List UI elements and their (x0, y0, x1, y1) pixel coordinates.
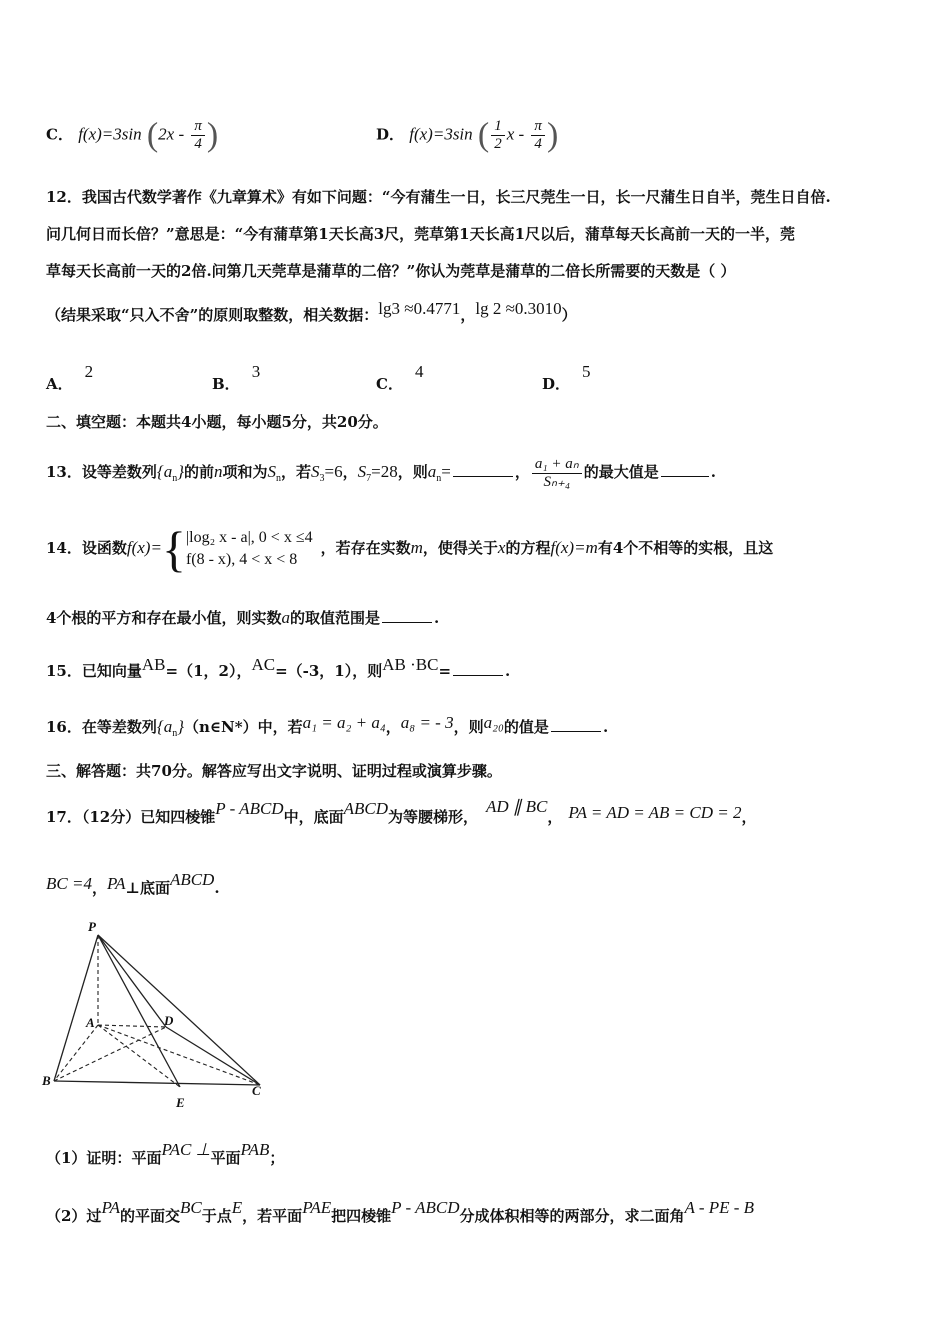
fraction (491, 118, 505, 153)
q12-line4 (46, 299, 577, 325)
text: ； (269, 1149, 285, 1167)
formula: PA (101, 1198, 121, 1217)
formula: BC (180, 1198, 202, 1217)
q12-option-b (212, 362, 260, 394)
paren: ( (146, 116, 159, 154)
formula: PAC ⊥ (161, 1140, 211, 1159)
text: 把四棱锥 (331, 1207, 392, 1225)
subscript: n (172, 728, 178, 739)
formula: a (281, 608, 290, 627)
text: 16．在等差数列 (46, 718, 157, 736)
numerator: π (191, 118, 205, 136)
option-label: D． (542, 375, 571, 393)
formula: PAE (302, 1198, 332, 1217)
vertex-label-P: P (88, 919, 96, 934)
formula: a (163, 717, 173, 736)
formula: PA (106, 874, 126, 893)
formula: f(x)=m (550, 538, 598, 557)
q14-line1 (46, 520, 773, 576)
q15 (46, 655, 510, 681)
text: 的方程 (505, 539, 551, 557)
text: . (602, 718, 609, 736)
formula: E (231, 1198, 243, 1217)
fraction (191, 118, 205, 153)
text: ， (741, 808, 757, 826)
text: . (505, 662, 511, 680)
edge-DC (166, 1027, 260, 1085)
formula: 2x - (158, 124, 185, 144)
text: 15．已知向量 (46, 662, 142, 680)
option-value: 2 (84, 362, 94, 381)
formula: ABCD (169, 870, 215, 889)
text: . (710, 463, 716, 481)
edge-PC (98, 935, 260, 1085)
option-value: 4 (414, 362, 424, 381)
option-label: D． (376, 125, 405, 144)
q12-line2: 问几何日而长倍？”意思是：“今有蒲草第1天长高3尺，莞草第1天长高1尺以后，蒲草每天长高前一天的一半，莞 (46, 225, 796, 243)
text: 13．设等差数列 (46, 463, 157, 481)
text: ， (514, 463, 530, 481)
vector: AB (141, 655, 166, 674)
edge-AE (98, 1025, 180, 1087)
text: ，若存在实数 (320, 539, 411, 557)
text: 14．设函数 (46, 539, 127, 557)
formula: ABCD (343, 799, 388, 818)
text: 4个根的平方和存在最小值，则实数 (46, 609, 282, 627)
formula: PA = AD = AB = CD = 2 (568, 803, 742, 822)
option-value: 3 (251, 362, 261, 381)
formula: a (427, 462, 437, 481)
text: ， (385, 718, 401, 736)
q12-option-a (46, 362, 93, 394)
text: ，若平面 (242, 1207, 303, 1225)
option-label: C． (46, 125, 73, 144)
q11-option-c (46, 118, 218, 153)
paren: ) (206, 116, 219, 154)
text: ） (561, 306, 577, 324)
text: 的最大值是 (583, 463, 659, 481)
edge-PE (98, 935, 180, 1087)
option-label: C． (376, 375, 403, 393)
edge-AB (54, 1025, 98, 1081)
formula: AB ·BC (382, 655, 439, 674)
subscript: 3 (319, 473, 325, 484)
formula: =28 (371, 462, 398, 481)
text: 于点 (201, 1207, 232, 1225)
formula: BC =4 (46, 874, 92, 893)
formula: a₁ = a₂ + a₄ (302, 713, 386, 732)
q12-line3: 草每天长高前一天的2倍.问第几天莞草是蒲草的二倍？”你认为莞草是蒲草的二倍长所需要的天数是（ ） (46, 262, 736, 280)
text: = (438, 662, 452, 680)
text: ，使得关于 (422, 539, 498, 557)
option-label: B． (212, 375, 240, 393)
formula: P - ABCD (391, 1198, 460, 1217)
text: 的前 (184, 463, 215, 481)
q17-line1 (46, 797, 757, 827)
piecewise (186, 527, 313, 571)
formula: lg 2 ≈0.3010 (475, 299, 562, 318)
fraction (531, 118, 545, 153)
section2-heading: 二、填空题：本题共4小题，每小题5分，共20分。 (46, 413, 388, 431)
q12-line1: 12．我国古代数学著作《九章算术》有如下问题：“今有蒲生一日，长三尺莞生一日，长一尺蒲生日自半，莞生日自倍. (46, 188, 831, 206)
formula: a₈ = - 3 (400, 713, 454, 732)
edge-BD (54, 1027, 166, 1081)
section3-heading: 三、解答题：共70分。解答应写出文字说明、证明过程或演算步骤。 (46, 762, 502, 780)
q13 (46, 450, 716, 501)
pyramid-figure (36, 915, 276, 1115)
formula: = (441, 462, 451, 481)
formula: P - ABCD (215, 799, 284, 818)
q17-part1 (46, 1140, 284, 1168)
paren: ( (477, 116, 490, 154)
vertex-label-A: A (86, 1015, 95, 1030)
text: 为等腰梯形， (387, 808, 478, 826)
q14-line2 (46, 608, 439, 628)
case: |log₂ x - a|, 0 < x ≤4 (185, 529, 313, 546)
text: ， (547, 808, 563, 826)
formula: m (410, 538, 423, 557)
answer-blank[interactable] (453, 462, 513, 477)
edge-AC (98, 1025, 260, 1085)
text: . (433, 609, 440, 627)
text: =（1，2）， (165, 662, 252, 680)
q16 (46, 713, 608, 744)
text: ， (342, 463, 358, 481)
subscript: 7 (366, 473, 372, 484)
formula: a (163, 462, 173, 481)
option-label: A． (46, 375, 73, 393)
text: . (214, 879, 220, 897)
denominator: 4 (194, 136, 202, 152)
formula: $\{a_n\}$ (156, 462, 184, 484)
text: 项和为 (222, 463, 268, 481)
formula: n (214, 462, 223, 481)
formula: =6 (324, 462, 343, 481)
formula: S (311, 462, 320, 481)
text: 的平面交 (120, 1207, 181, 1225)
text: =（-3，1），则 (275, 662, 383, 680)
text: （结果采取“只入不舍”的原则取整数，相关数据： (46, 306, 379, 324)
text: ， (460, 306, 476, 324)
text: ，则 (397, 463, 428, 481)
formula: S (267, 462, 277, 481)
answer-blank[interactable] (382, 608, 432, 623)
formula: f(x)=3sin (409, 124, 473, 144)
q11-option-d (376, 118, 558, 153)
text: 中，底面 (283, 808, 344, 826)
text: ， (91, 879, 107, 897)
vertex-label-C: C (252, 1083, 261, 1098)
answer-blank[interactable] (551, 717, 601, 732)
denominator: 2 (494, 136, 502, 152)
brace: { (161, 521, 186, 577)
formula: $\{a_n\}$ (156, 717, 184, 739)
numerator: 1 (491, 118, 505, 136)
vertex-label-B: B (42, 1073, 51, 1088)
answer-blank[interactable] (453, 661, 503, 676)
text: ⊥底面 (125, 879, 170, 897)
formula: x - (506, 124, 525, 144)
formula: AD ∥ BC (486, 797, 548, 816)
option-value: 5 (582, 362, 591, 381)
formula: f(x)= (126, 538, 162, 557)
text: （1）证明：平面 (46, 1149, 162, 1167)
case: f(8 - x), 4 < x < 8 (185, 551, 298, 568)
edge-AD (98, 1025, 166, 1027)
numerator: a₁ + aₙ (532, 456, 582, 474)
formula: f(x)=3sin (78, 124, 142, 144)
formula: lg3 ≈0.4771 (378, 299, 461, 318)
text: 平面 (210, 1149, 241, 1167)
formula: S (357, 462, 367, 481)
text: 的值是 (503, 718, 549, 736)
q17-line2 (46, 870, 220, 898)
formula: A - PE - B (684, 1198, 755, 1217)
edge-PB (54, 935, 98, 1081)
denominator: 4 (534, 136, 542, 152)
answer-blank[interactable] (661, 462, 709, 477)
q17-part2 (46, 1198, 754, 1226)
formula: PAB (240, 1140, 270, 1159)
formula: x (497, 538, 506, 557)
text: ，则 (453, 718, 484, 736)
text: ，若 (281, 463, 312, 481)
text: （2）过 (46, 1207, 102, 1225)
q12-option-c (376, 362, 423, 394)
edge-BC (54, 1081, 260, 1085)
numerator: π (531, 118, 545, 136)
text: 的取值范围是 (289, 609, 380, 627)
text: 分成体积相等的两部分，求二面角 (459, 1207, 685, 1225)
subscript: n (276, 473, 282, 484)
subscript: n (172, 473, 178, 484)
vertex-label-D: D (164, 1013, 174, 1028)
paren: ) (546, 116, 559, 154)
text: （n∈N*）中，若 (184, 718, 303, 736)
edge-PD (98, 935, 166, 1027)
vertex-label-E: E (176, 1095, 185, 1110)
denominator: Sₙ₊₄ (543, 473, 571, 490)
text: 有4个不相等的实根，且这 (597, 539, 774, 557)
subscript: n (436, 473, 442, 484)
q12-option-d (542, 362, 591, 394)
vector: AC (251, 655, 276, 674)
formula: a₂₀ (483, 713, 504, 732)
fraction (532, 456, 582, 491)
text: 17．（12分）已知四棱锥 (46, 808, 216, 826)
